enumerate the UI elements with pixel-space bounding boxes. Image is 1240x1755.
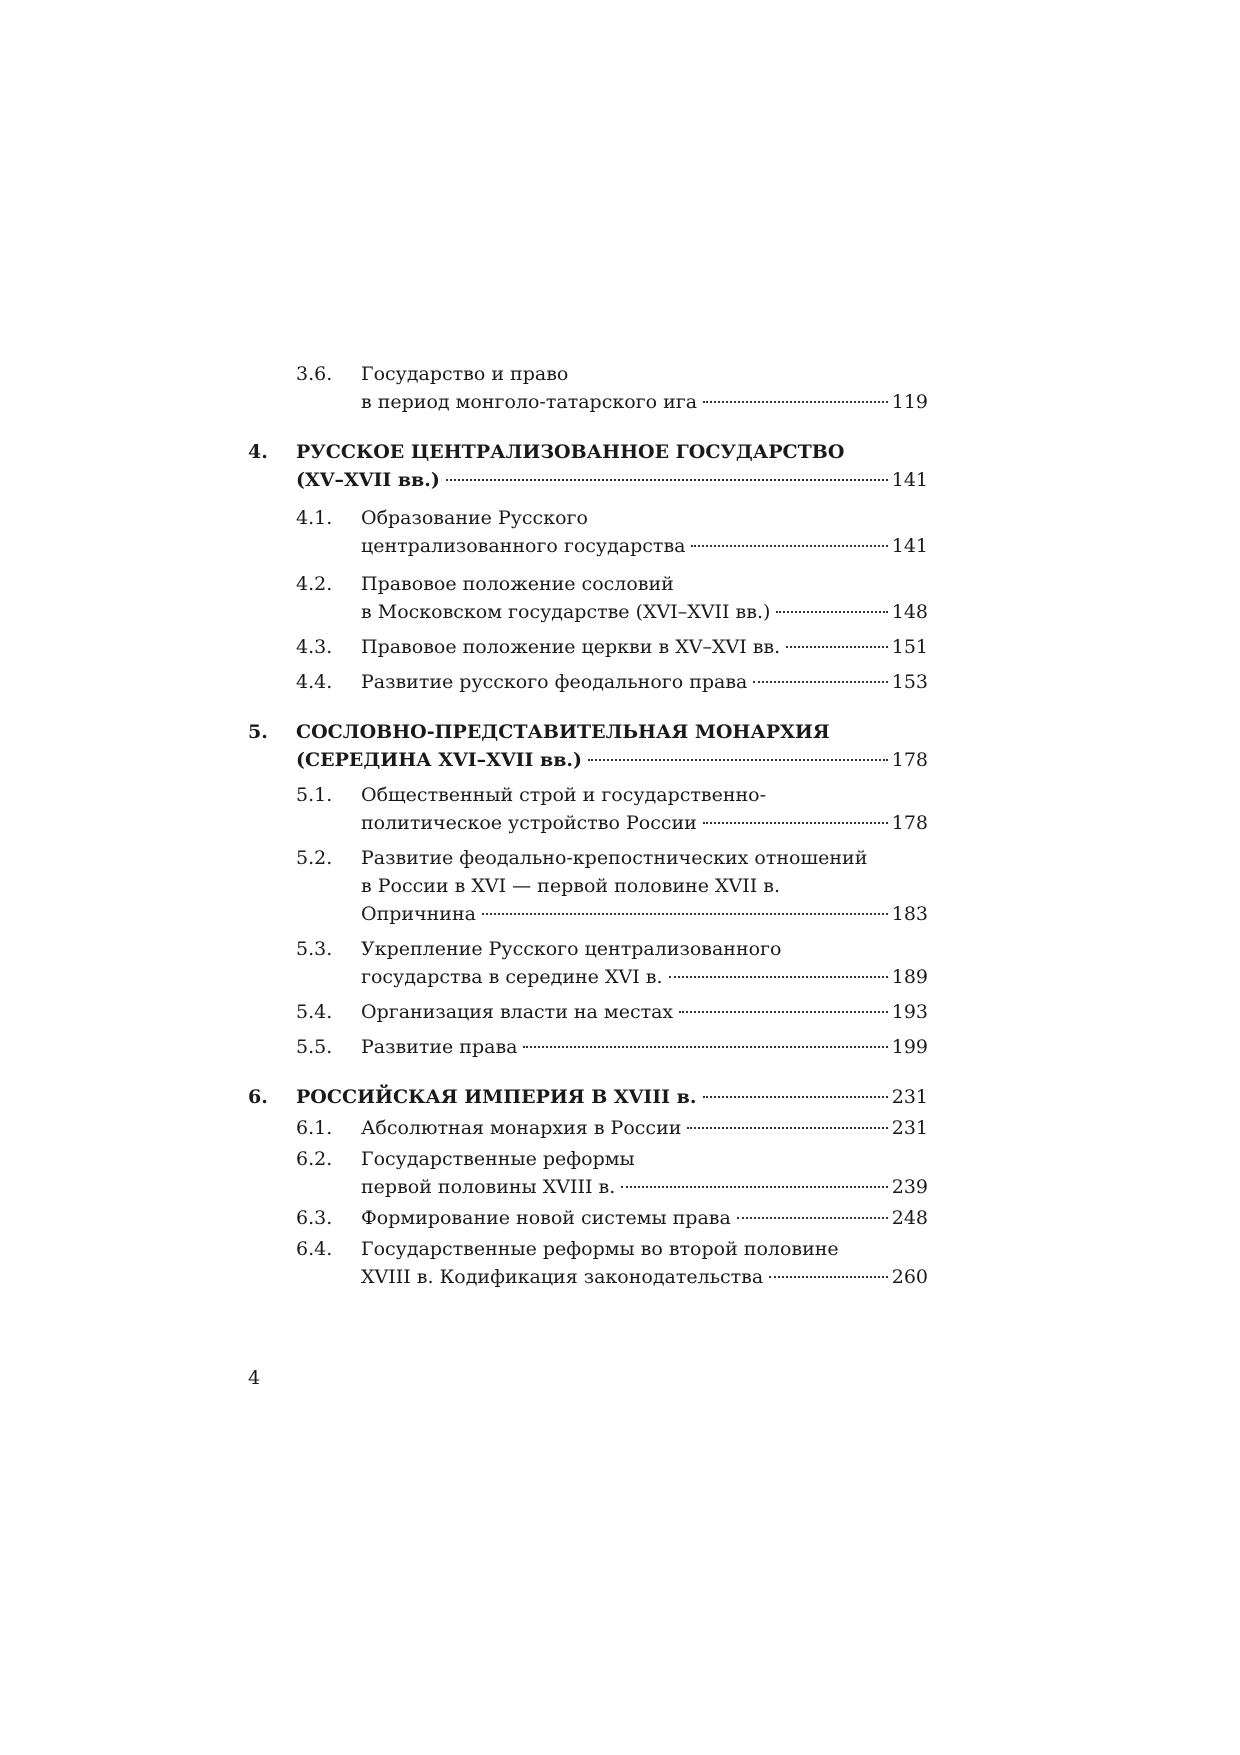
toc-page-number: 260 bbox=[891, 1266, 928, 1288]
toc-entry-title: в Московском государстве (XVI–XVII вв.) bbox=[361, 601, 771, 623]
dot-leader bbox=[687, 1127, 887, 1129]
toc-entry-title: централизованного государства bbox=[361, 535, 686, 557]
toc-page-number: 119 bbox=[891, 391, 928, 413]
toc-entry-title: первой половины XVIII в. bbox=[361, 1176, 616, 1198]
toc-page-number: 248 bbox=[891, 1207, 928, 1229]
toc-entry-title: Формирование новой системы права bbox=[361, 1207, 731, 1229]
toc-entry-title: Организация власти на местах bbox=[361, 1001, 674, 1023]
toc-entry-title: Государство и право bbox=[361, 363, 569, 385]
dot-leader bbox=[776, 611, 887, 613]
toc-entry-number: 5.4. bbox=[296, 1001, 333, 1023]
toc-entry-number: 4.4. bbox=[296, 671, 333, 693]
toc-entry-number: 6. bbox=[248, 1086, 268, 1108]
toc-page-number: 141 bbox=[891, 535, 928, 557]
dot-leader bbox=[523, 1046, 887, 1048]
toc-section bbox=[248, 668, 928, 696]
toc-entry-number: 6.4. bbox=[296, 1238, 333, 1260]
toc-entry-number: 5. bbox=[248, 721, 268, 743]
toc-entry-title: Развитие феодально-крепостнических отношений bbox=[361, 847, 868, 869]
dot-leader bbox=[737, 1217, 888, 1219]
toc-entry-title: Государственные реформы во второй половине bbox=[361, 1238, 839, 1260]
toc-entry-number: 5.3. bbox=[296, 938, 333, 960]
toc-section bbox=[248, 1033, 928, 1061]
toc-entry-title: (XV–XVII вв.) bbox=[296, 469, 440, 491]
toc-entry-title: Правовое положение церкви в XV–XVI вв. bbox=[361, 636, 781, 658]
dot-leader bbox=[446, 479, 888, 481]
toc-entry-title: Абсолютная монархия в России bbox=[361, 1117, 682, 1139]
toc-page-number: 189 bbox=[891, 966, 928, 988]
toc-section bbox=[248, 998, 928, 1026]
toc-entry-title: Общественный строй и государственно- bbox=[361, 784, 767, 806]
dot-leader bbox=[703, 1096, 888, 1098]
dot-leader bbox=[679, 1011, 888, 1013]
toc-entry-number: 6.1. bbox=[296, 1117, 333, 1139]
toc-entry-title: политическое устройство России bbox=[361, 812, 697, 834]
toc-entry-title: Правовое положение сословий bbox=[361, 573, 674, 595]
toc-page-number: 151 bbox=[891, 636, 928, 658]
toc-section bbox=[248, 633, 928, 661]
toc-section bbox=[248, 1145, 928, 1201]
toc-entry-title: РОССИЙСКАЯ ИМПЕРИЯ В XVIII в. bbox=[296, 1086, 697, 1108]
toc-page-number: 178 bbox=[891, 812, 928, 834]
toc-entry-number: 4. bbox=[248, 441, 268, 463]
toc-chapter bbox=[248, 1083, 928, 1111]
table-of-contents bbox=[248, 360, 928, 1291]
toc-page-number: 178 bbox=[891, 749, 928, 771]
toc-entry-title: XVIII в. Кодификация законодательства bbox=[361, 1266, 764, 1288]
toc-entry-number: 6.2. bbox=[296, 1148, 333, 1170]
toc-section bbox=[248, 1204, 928, 1232]
dot-leader bbox=[753, 681, 887, 683]
toc-page-number: 231 bbox=[891, 1117, 928, 1139]
toc-entry-title: государства в середине XVI в. bbox=[361, 966, 663, 988]
toc-entry-number: 4.1. bbox=[296, 507, 333, 529]
toc-entry-title: Государственные реформы bbox=[361, 1148, 635, 1170]
toc-page-number: 199 bbox=[891, 1036, 928, 1058]
dot-leader bbox=[703, 822, 888, 824]
toc-section bbox=[248, 504, 928, 560]
dot-leader bbox=[703, 401, 888, 403]
toc-section bbox=[248, 781, 928, 837]
toc-page-number: 231 bbox=[891, 1086, 928, 1108]
toc-entry-title: (СЕРЕДИНА XVI–XVII вв.) bbox=[296, 749, 583, 771]
dot-leader bbox=[786, 646, 888, 648]
toc-entry-title: в период монголо-татарского ига bbox=[361, 391, 698, 413]
toc-page-number: 153 bbox=[891, 671, 928, 693]
toc-entry-title: Образование Русского bbox=[361, 507, 588, 529]
dot-leader bbox=[691, 545, 887, 547]
toc-section bbox=[248, 935, 928, 991]
toc-entry-number: 6.3. bbox=[296, 1207, 333, 1229]
dot-leader bbox=[621, 1186, 887, 1188]
toc-entry-number: 4.2. bbox=[296, 573, 333, 595]
toc-entry-title: в России в XVI — первой половине XVII в. bbox=[361, 875, 781, 897]
toc-entry-number: 4.3. bbox=[296, 636, 333, 658]
toc-page-number: 183 bbox=[891, 903, 928, 925]
toc-section bbox=[248, 570, 928, 626]
toc-entry-number: 3.6. bbox=[296, 363, 333, 385]
toc-section bbox=[248, 1235, 928, 1291]
toc-section bbox=[248, 360, 928, 416]
toc-entry-title: РУССКОЕ ЦЕНТРАЛИЗОВАННОЕ ГОСУДАРСТВО bbox=[296, 441, 845, 463]
toc-entry-number: 5.2. bbox=[296, 847, 333, 869]
toc-chapter bbox=[248, 438, 928, 494]
page-number: 4 bbox=[248, 1367, 261, 1389]
toc-section bbox=[248, 844, 928, 928]
toc-entry-title: Укрепление Русского централизованного bbox=[361, 938, 782, 960]
toc-chapter bbox=[248, 718, 928, 774]
toc-page-number: 239 bbox=[891, 1176, 928, 1198]
toc-entry-number: 5.5. bbox=[296, 1036, 333, 1058]
toc-entry-title: СОСЛОВНО-ПРЕДСТАВИТЕЛЬНАЯ МОНАРХИЯ bbox=[296, 721, 830, 743]
dot-leader bbox=[482, 913, 888, 915]
toc-section bbox=[248, 1114, 928, 1142]
dot-leader bbox=[588, 759, 888, 761]
toc-entry-title: Опричнина bbox=[361, 903, 476, 925]
toc-page-number: 141 bbox=[891, 469, 928, 491]
toc-page-number: 148 bbox=[891, 601, 928, 623]
toc-entry-number: 5.1. bbox=[296, 784, 333, 806]
dot-leader bbox=[669, 976, 888, 978]
toc-entry-title: Развитие русского феодального права bbox=[361, 671, 748, 693]
toc-page-number: 193 bbox=[891, 1001, 928, 1023]
dot-leader bbox=[769, 1276, 888, 1278]
toc-entry-title: Развитие права bbox=[361, 1036, 518, 1058]
